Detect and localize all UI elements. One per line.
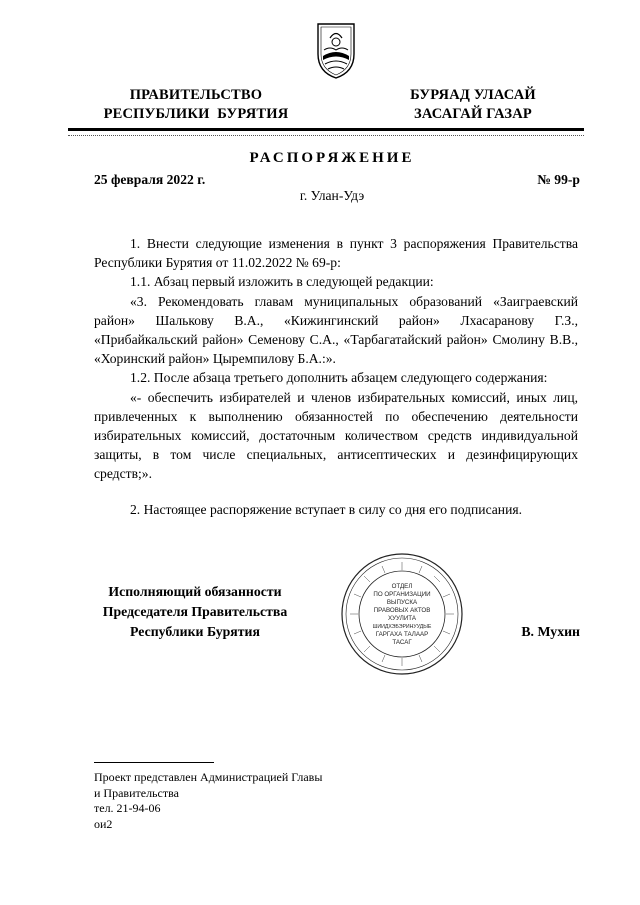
document-number: № 99-р: [537, 172, 580, 187]
coat-of-arms-emblem: [314, 20, 358, 82]
stamp-text-4: ПРАВОВЫХ АКТОВ: [373, 607, 431, 614]
footer-code: ои2: [94, 816, 113, 831]
footer-line1: Проект представлен Администрацией Главы: [94, 770, 323, 784]
paragraph-quote-3: «3. Рекомендовать главам муниципальных образований «Заиграевский район» Шалькову В.А., «Кижингинский район» Лхасаранову Г.З., «Прибайкальский район» Семенову С.А., «Тарбагатайский район» Смолину В.В., «Хоринский район» Цыремпилову Б.А.:».: [94, 293, 578, 367]
document-date: 25 февраля 2022 г.: [94, 172, 206, 187]
paragraph-quote-addition: «- обеспечить избирателей и членов избирательных комиссий, иных лиц, привлеченных к выполнению обязанностей по обеспечению деятельности избирательных комиссий, достаточным количеством средств индивидуальной защиты, в том числе специальных, антисептических и дезинфицирующих средств;».: [94, 389, 578, 482]
signatory-name: В. Мухин: [521, 624, 580, 639]
header-right-line2: ЗАСАГАЙ ГАЗАР: [414, 106, 532, 122]
header-dotted-divider: [68, 135, 584, 136]
signatory-title: [80, 582, 310, 642]
stamp-text-3: ВЫПУСКА: [386, 599, 418, 606]
header-left-line1: ПРАВИТЕЛЬСТВО: [129, 87, 263, 103]
footer-note: [94, 770, 322, 832]
document-title: РАСПОРЯЖЕНИЕ: [249, 150, 415, 166]
footer-line2: и Правительства: [94, 785, 179, 800]
paragraph-1-2: 1.2. После абзаца третьего дополнить абзацем следующего содержания:: [130, 370, 548, 386]
header-right-line1: БУРЯАД УЛАСАЙ: [410, 87, 536, 103]
signatory-line3: Республики Бурятия: [130, 624, 260, 639]
stamp-text-5: ХУУЛИТА: [388, 615, 416, 622]
paragraph-1: 1. Внести следующие изменения в пункт 3 распоряжения Правительства Республики Бурятия от 11.02.2022 № 69-р:: [94, 236, 578, 271]
paragraph-2: 2. Настоящее распоряжение вступает в силу со дня его подписания.: [130, 501, 523, 517]
footer-phone: тел. 21-94-06: [94, 801, 161, 815]
document-city: г. Улан-Удэ: [299, 188, 365, 203]
government-name-buryat: [392, 86, 554, 124]
stamp-text-6: ШИИДХЭБЭРИНУУДЫЕ: [372, 624, 432, 630]
footer-divider: [94, 762, 214, 763]
stamp-text-8: ТАСАГ: [392, 639, 412, 646]
stamp-text-7: ГАРГАХА ТАЛААР: [375, 631, 429, 638]
document-body: [94, 234, 578, 519]
stamp-text-1: ОТДЕЛ: [391, 583, 413, 590]
header-left-line2: РЕСПУБЛИКИ БУРЯТИЯ: [103, 106, 289, 122]
official-stamp: [340, 552, 464, 676]
paragraph-1-1: 1.1. Абзац первый изложить в следующей редакции:: [130, 274, 434, 290]
signatory-line2: Председателя Правительства: [102, 604, 288, 619]
stamp-text-2: ПО ОРГАНИЗАЦИИ: [373, 591, 431, 598]
government-name-russian: [96, 86, 296, 124]
header-divider: [68, 128, 584, 131]
signatory-line1: Исполняющий обязанности: [108, 584, 282, 599]
